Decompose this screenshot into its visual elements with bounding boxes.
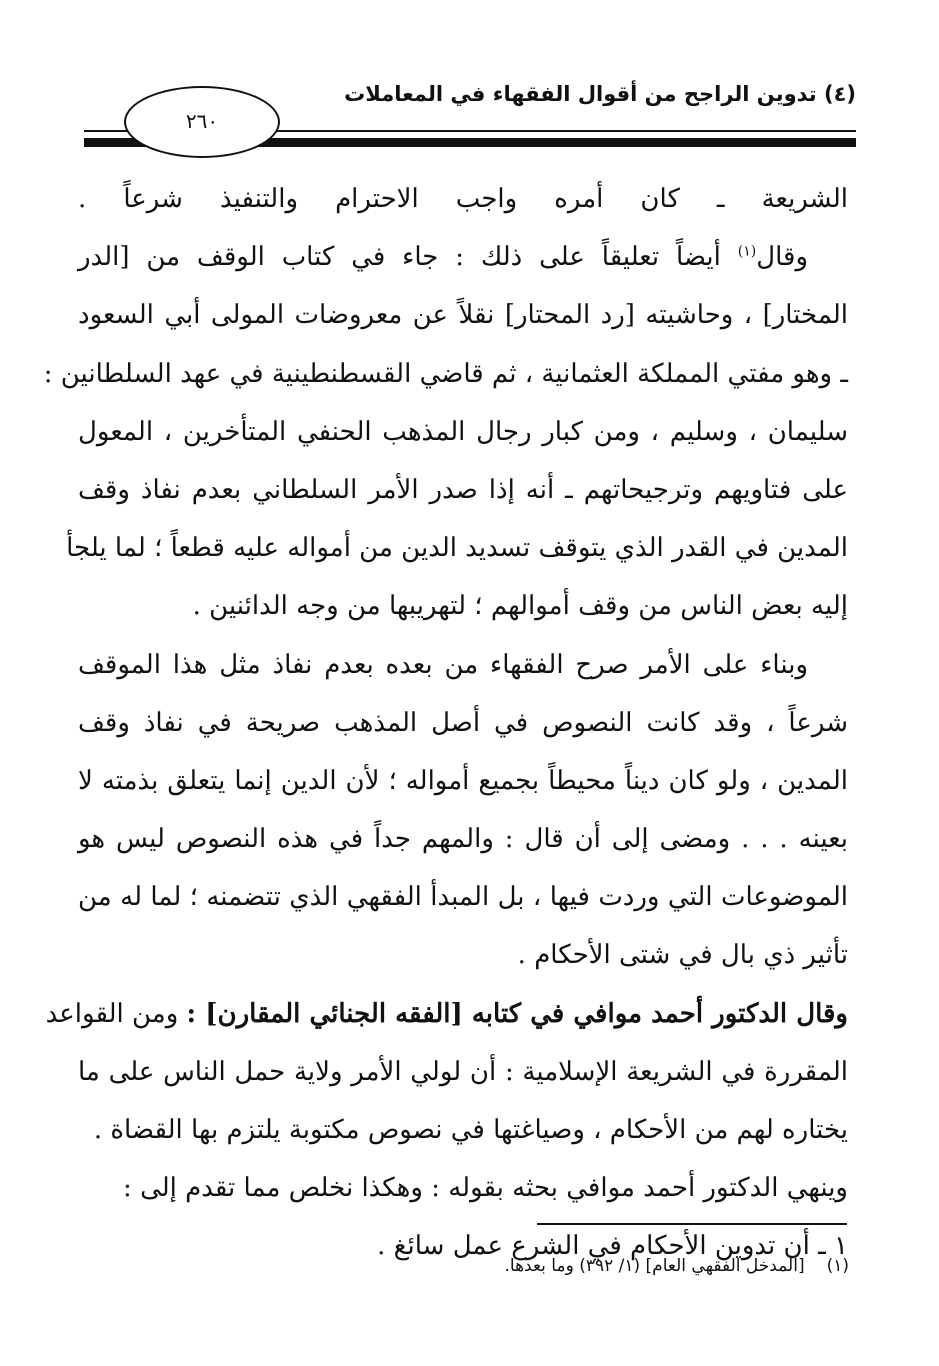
text-line: تأثير ذي بال في شتى الأحكام . [517,940,848,971]
running-title: (٤) تدوين الراجح من أقوال الفقهاء في المعاملات [344,82,856,106]
bold-lead-in: وقال الدكتور أحمد موافي في كتابه [الفقه الجنائي المقارن] : [186,998,848,1029]
text-line [45,985,848,1043]
text-line: المختار] ، وحاشيته [رد المحتار] نقلاً عن معروضات المولى أبي السعود [78,300,848,331]
footnote [504,1256,849,1276]
footnote-marker: (١) [826,1256,849,1276]
text-line: بعينه . . . ومضى إلى أن قال : والمهم جداً في هذه النصوص ليس هو [78,824,848,855]
text-line: شرعاً ، وقد كانت النصوص في أصل المذهب صريحة في نفاذ وقف [78,707,848,738]
text-line [78,228,848,286]
text-line: إليه بعض الناس من وقف أموالهم ؛ لتهريبها من وجه الدائنين . [192,591,848,622]
text-line: المدين في القدر الذي يتوقف تسديد الدين من أمواله عليه قطعاً ؛ لما يلجأ [66,533,848,564]
body-text [43,170,848,1276]
text-line: سليمان ، وسليم ، ومن كبار رجال المذهب الحنفي المتأخرين ، المعول [78,416,848,447]
text-line: المقررة في الشريعة الإسلامية : أن لولي الأمر ولاية حمل الناس على ما [78,1056,848,1087]
text-line: وبناء على الأمر صرح الفقهاء من بعده بعدم نفاذ مثل هذا الموقف [78,649,808,680]
text-span: وقال [756,242,809,273]
text-line: يختاره لهم من الأحكام ، وصياغتها في نصوص مكتوبة يلتزم بها القضاة . [93,1115,848,1145]
text-line: على فتاويهم وترجيحاتهم ـ أنه إذا صدر الأمر السلطاني بعدم نفاذ وقف [78,474,848,505]
text-span: ومن القواعد [45,998,179,1029]
page-header [84,68,856,178]
text-line: ـ وهو مفتي المملكة العثمانية ، ثم قاضي القسطنطينية في عهد السلطانين : [43,358,848,389]
text-line: الشريعة ـ كان أمره واجب الاحترام والتنفيذ شرعاً . [78,184,848,214]
text-line: الموضوعات التي وردت فيها ، بل المبدأ الفقهي الذي تتضمنه ؛ لما له من [78,882,848,913]
footnote-separator [537,1223,847,1225]
page-number: ٢٦٠ [185,109,219,133]
text-line: وينهي الدكتور أحمد موافي بحثه بقوله : وهكذا نخلص مما تقدم إلى : [123,1173,848,1204]
text-line: المدين ، ولو كان ديناً محيطاً بجميع أمواله ؛ لأن الدين إنما يتعلق بذمته لا [78,765,848,796]
footnote-text: [المدخل الفقهي العام] (١/ ٣٩٢) وما بعدها. [504,1256,805,1276]
text-span: أيضاً تعليقاً على ذلك : جاء في كتاب الوقف من [الدر [78,242,721,273]
page-number-badge [124,86,280,158]
text-line: ١ ـ أن تدوين الأحكام في الشرع عمل سائغ . [377,1231,848,1262]
footnote-reference: (١) [737,243,757,260]
